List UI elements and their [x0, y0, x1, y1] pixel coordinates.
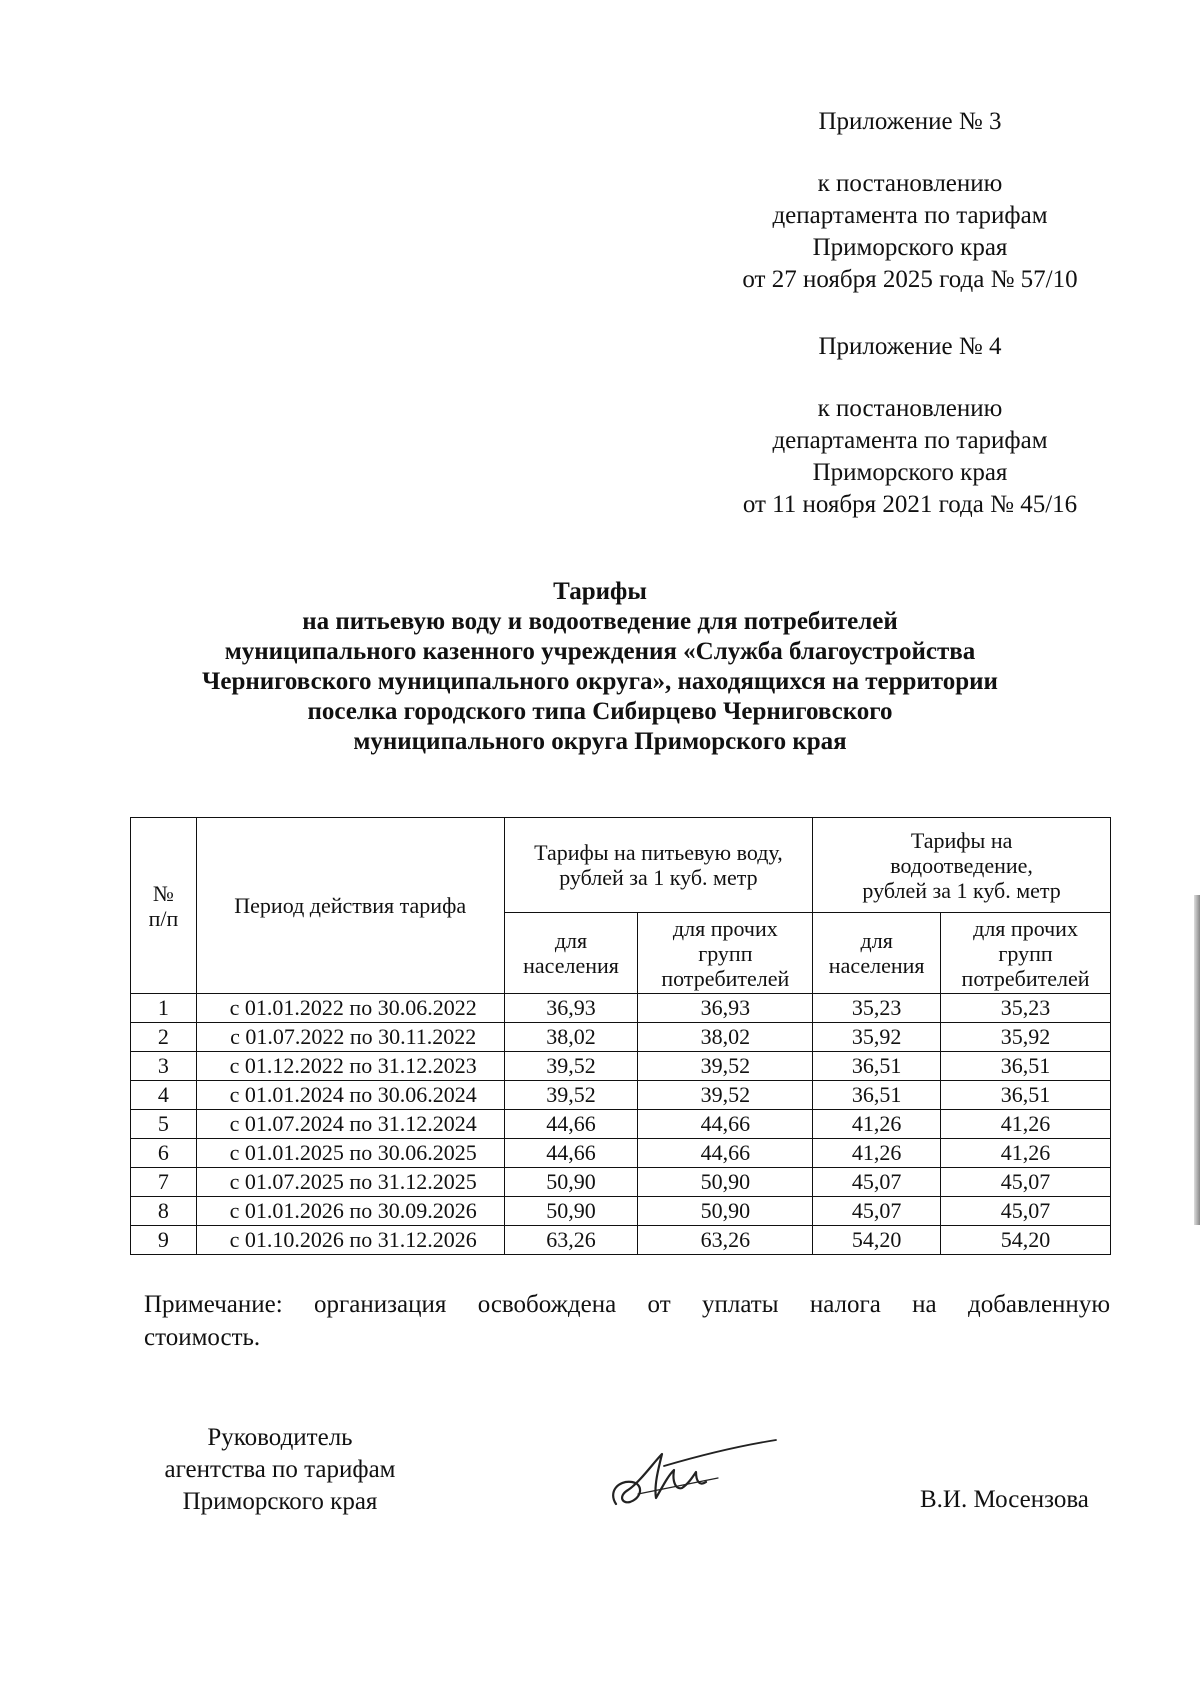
row-drainage-other: 54,20 — [941, 1226, 1111, 1255]
row-drainage-other: 41,26 — [941, 1139, 1111, 1168]
scan-edge-shadow — [1194, 895, 1200, 1225]
title-line: Тарифы — [553, 578, 647, 605]
handwritten-signature — [598, 1432, 778, 1522]
row-drainage-population: 45,07 — [813, 1197, 941, 1226]
row-water-other: 63,26 — [638, 1226, 813, 1255]
row-number: 6 — [131, 1139, 197, 1168]
row-drainage-other: 36,51 — [941, 1081, 1111, 1110]
header-water-other: для прочих групп потребителей — [638, 913, 813, 994]
row-water-other: 36,93 — [638, 994, 813, 1023]
row-water-population: 44,66 — [504, 1139, 638, 1168]
appendix-3-date: от 27 ноября 2025 года № 57/10 — [742, 266, 1078, 293]
row-number: 2 — [131, 1023, 197, 1052]
table-row — [131, 1052, 1111, 1081]
header-water-tariffs: Тарифы на питьевую воду, рублей за 1 куб. метр — [504, 818, 813, 913]
document-title — [100, 577, 1100, 757]
row-number: 7 — [131, 1168, 197, 1197]
row-water-population: 44,66 — [504, 1110, 638, 1139]
header-drainage-tariffs: Тарифы на водоотведение, рублей за 1 куб. метр — [813, 818, 1111, 913]
row-water-population: 39,52 — [504, 1081, 638, 1110]
tariff-table — [130, 817, 1111, 1255]
title-line: Черниговского муниципального округа», находящихся на территории — [202, 668, 998, 695]
row-water-other: 44,66 — [638, 1110, 813, 1139]
row-number: 1 — [131, 994, 197, 1023]
row-period: с 01.01.2025 по 30.06.2025 — [196, 1139, 504, 1168]
signer-name: В.И. Мосензова — [920, 1486, 1089, 1513]
appendix-3-heading: Приложение № 3 — [818, 108, 1002, 135]
row-water-other: 44,66 — [638, 1139, 813, 1168]
row-drainage-other: 35,92 — [941, 1023, 1111, 1052]
row-number: 9 — [131, 1226, 197, 1255]
title-line: поселка городского типа Сибирцево Черниговского — [307, 698, 893, 725]
row-number: 3 — [131, 1052, 197, 1081]
table-row — [131, 1226, 1111, 1255]
row-drainage-population: 54,20 — [813, 1226, 941, 1255]
table-row — [131, 994, 1111, 1023]
row-period: с 01.07.2024 по 31.12.2024 — [196, 1110, 504, 1139]
row-drainage-other: 45,07 — [941, 1197, 1111, 1226]
table-row — [131, 1168, 1111, 1197]
note-line-2: стоимость. — [144, 1324, 261, 1351]
note-line-1: Примечание: организация освобождена от уплаты налога на добавленную — [144, 1291, 1110, 1318]
row-drainage-population: 35,23 — [813, 994, 941, 1023]
appendix-4-heading: Приложение № 4 — [818, 333, 1002, 360]
appendix-4-line: департамента по тарифам — [772, 427, 1048, 454]
row-water-other: 39,52 — [638, 1052, 813, 1081]
row-drainage-population: 36,51 — [813, 1081, 941, 1110]
row-drainage-other: 45,07 — [941, 1168, 1111, 1197]
row-water-other: 39,52 — [638, 1081, 813, 1110]
row-drainage-other: 35,23 — [941, 994, 1111, 1023]
row-water-population: 63,26 — [504, 1226, 638, 1255]
row-drainage-population: 36,51 — [813, 1052, 941, 1081]
row-water-other: 38,02 — [638, 1023, 813, 1052]
title-line: на питьевую воду и водоотведение для потребителей — [302, 608, 898, 635]
appendix-4-line: Приморского края — [812, 459, 1008, 486]
table-row — [131, 1081, 1111, 1110]
row-period: с 01.07.2025 по 31.12.2025 — [196, 1168, 504, 1197]
appendix-4-line: к постановлению — [817, 395, 1003, 422]
signer-line: Руководитель — [207, 1424, 353, 1451]
table-row — [131, 1197, 1111, 1226]
appendix-3-line: департамента по тарифам — [772, 202, 1048, 229]
table-row — [131, 1023, 1111, 1052]
row-water-population: 50,90 — [504, 1168, 638, 1197]
header-water-population: для населения — [504, 913, 638, 994]
signer-line: агентства по тарифам — [164, 1456, 396, 1483]
table-row — [131, 1110, 1111, 1139]
appendix-3-line: к постановлению — [817, 170, 1003, 197]
row-drainage-other: 36,51 — [941, 1052, 1111, 1081]
row-period: с 01.01.2022 по 30.06.2022 — [196, 994, 504, 1023]
row-water-population: 38,02 — [504, 1023, 638, 1052]
row-water-other: 50,90 — [638, 1197, 813, 1226]
header-drainage-population: для населения — [813, 913, 941, 994]
row-period: с 01.07.2022 по 30.11.2022 — [196, 1023, 504, 1052]
row-number: 4 — [131, 1081, 197, 1110]
row-drainage-other: 41,26 — [941, 1110, 1111, 1139]
row-period: с 01.01.2026 по 30.09.2026 — [196, 1197, 504, 1226]
row-number: 8 — [131, 1197, 197, 1226]
row-period: с 01.10.2026 по 31.12.2026 — [196, 1226, 504, 1255]
row-period: с 01.12.2022 по 31.12.2023 — [196, 1052, 504, 1081]
appendix-4-block — [700, 331, 1120, 521]
appendix-4-date: от 11 ноября 2021 года № 45/16 — [742, 491, 1078, 518]
appendix-3-block — [700, 106, 1120, 296]
header-number: № п/п — [131, 818, 197, 994]
header-drainage-other: для прочих групп потребителей — [941, 913, 1111, 994]
appendix-3-line: Приморского края — [812, 234, 1008, 261]
title-line: муниципального округа Приморского края — [353, 728, 847, 755]
table-row — [131, 1139, 1111, 1168]
header-period: Период действия тарифа — [196, 818, 504, 994]
row-water-other: 50,90 — [638, 1168, 813, 1197]
row-period: с 01.01.2024 по 30.06.2024 — [196, 1081, 504, 1110]
row-water-population: 39,52 — [504, 1052, 638, 1081]
row-number: 5 — [131, 1110, 197, 1139]
row-drainage-population: 41,26 — [813, 1110, 941, 1139]
signer-title — [130, 1422, 430, 1518]
row-drainage-population: 45,07 — [813, 1168, 941, 1197]
row-water-population: 36,93 — [504, 994, 638, 1023]
title-line: муниципального казенного учреждения «Служба благоустройства — [224, 638, 976, 665]
row-drainage-population: 41,26 — [813, 1139, 941, 1168]
row-water-population: 50,90 — [504, 1197, 638, 1226]
row-drainage-population: 35,92 — [813, 1023, 941, 1052]
signer-line: Приморского края — [182, 1488, 378, 1515]
